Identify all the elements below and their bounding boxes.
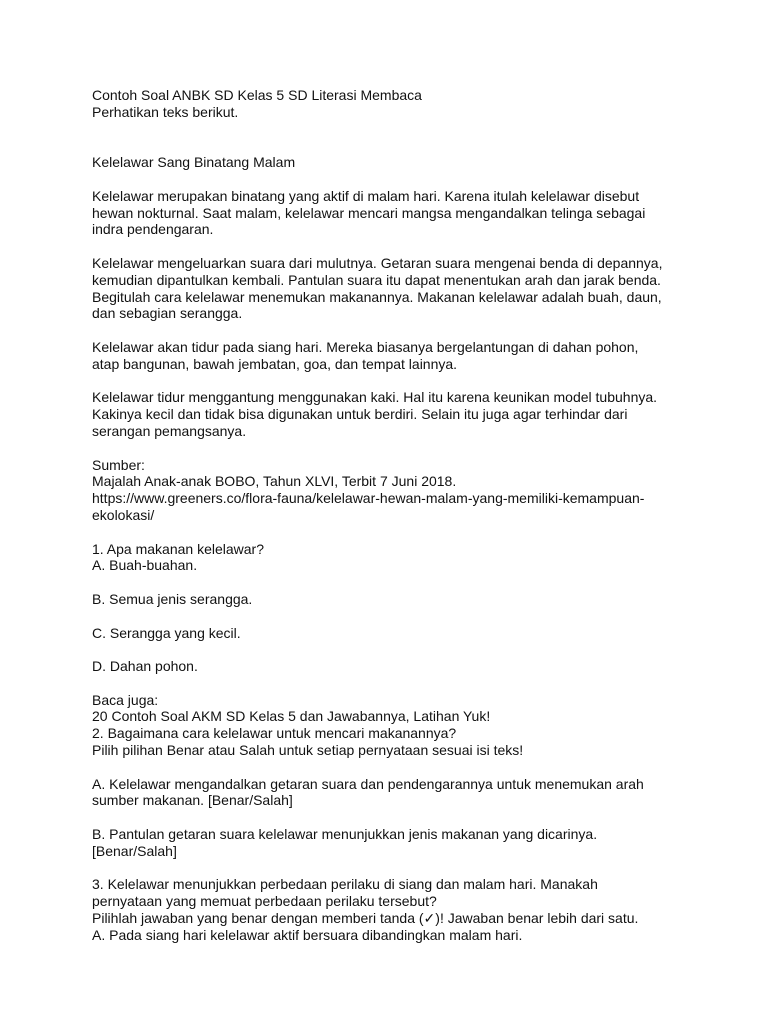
source-citation: Majalah Anak-anak BOBO, Tahun XLVI, Terbit 7 Juni 2018. xyxy=(92,473,457,490)
document-title: Contoh Soal ANBK SD Kelas 5 SD Literasi Membaca xyxy=(92,87,422,103)
passage-heading: Kelelawar Sang Binatang Malam xyxy=(92,154,296,171)
question-3-option-a: A. Pada siang hari kelelawar aktif bersuara dibandingkan malam hari. xyxy=(92,926,523,943)
question-2-statement-b: [Benar/Salah] xyxy=(92,842,177,859)
question-2-statement-b: B. Pantulan getaran suara kelelawar menunjukkan jenis makanan yang dicarinya. xyxy=(92,826,598,843)
document-page xyxy=(92,87,752,944)
read-also-label: Baca juga: xyxy=(92,691,159,708)
passage-line: hewan nokturnal. Saat malam, kelelawar mencari mangsa mengandalkan telinga sebagai xyxy=(92,204,646,221)
question-1-option-b: B. Semua jenis serangga. xyxy=(92,590,253,607)
question-3-instruction: Pilihlah jawaban yang benar dengan memberi tanda (✓)! Jawaban benar lebih dari satu. xyxy=(92,910,639,927)
question-3-prompt: pernyataan yang memuat perbedaan perilaku tersebut? xyxy=(92,893,437,910)
source-block xyxy=(92,457,752,524)
reading-instruction: Perhatikan teks berikut. xyxy=(92,103,239,120)
source-url: https://www.greeners.co/flora-fauna/kelelawar-hewan-malam-yang-memiliki-kemampuan- xyxy=(92,490,645,507)
passage-line: indra pendengaran. xyxy=(92,221,214,238)
passage-paragraph-1 xyxy=(92,188,752,238)
passage-line: kemudian dipantulkan kembali. Pantulan suara itu dapat menentukan arah dan jarak benda. xyxy=(92,271,661,288)
source-label: Sumber: xyxy=(92,456,145,473)
passage-line: atap bangunan, bawah jembatan, goa, dan tempat lainnya. xyxy=(92,355,458,372)
question-2-statement-a: sumber makanan. [Benar/Salah] xyxy=(92,792,293,809)
passage-line: Kelelawar mengeluarkan suara dari mulutnya. Getaran suara mengenai benda di depannya, xyxy=(92,254,663,271)
passage-line: Kelelawar tidur menggantung menggunakan kaki. Hal itu karena keunikan model tubuhnya. xyxy=(92,389,658,406)
read-also-link[interactable]: 20 Contoh Soal AKM SD Kelas 5 dan Jawabannya, Latihan Yuk! xyxy=(92,708,491,725)
question-2-statement-a: A. Kelelawar mengandalkan getaran suara dan pendengarannya untuk menemukan arah xyxy=(92,775,644,792)
passage-line: serangan pemangsanya. xyxy=(92,422,247,439)
question-1-option-d: D. Dahan pohon. xyxy=(92,658,198,675)
question-3-prompt: 3. Kelelawar menunjukkan perbedaan perilaku di siang dan malam hari. Manakah xyxy=(92,876,598,893)
passage-line: Kelelawar merupakan binatang yang aktif di malam hari. Karena itulah kelelawar disebut xyxy=(92,187,640,204)
passage-paragraph-4 xyxy=(92,389,752,439)
question-1-prompt: 1. Apa makanan kelelawar? xyxy=(92,540,264,557)
source-url: ekolokasi/ xyxy=(92,506,155,523)
question-3 xyxy=(92,876,752,943)
question-1-option-c: C. Serangga yang kecil. xyxy=(92,624,241,641)
question-1-option-a: A. Buah-buahan. xyxy=(92,557,198,574)
question-2 xyxy=(92,725,752,859)
read-also-block xyxy=(92,692,752,726)
passage-line: Kakinya kecil dan tidak bisa digunakan untuk berdiri. Selain itu juga agar terhindar dari xyxy=(92,406,628,423)
question-2-instruction: Pilih pilihan Benar atau Salah untuk setiap pernyataan sesuai isi teks! xyxy=(92,742,524,759)
passage-line: Kelelawar akan tidur pada siang hari. Mereka biasanya bergelantungan di dahan pohon, xyxy=(92,338,639,355)
question-2-prompt: 2. Bagaimana cara kelelawar untuk mencari makanannya? xyxy=(92,725,457,742)
question-1 xyxy=(92,541,752,675)
passage-paragraph-3 xyxy=(92,339,752,373)
passage-line: dan sebagian serangga. xyxy=(92,305,243,322)
passage-line: Begitulah cara kelelawar menemukan makanannya. Makanan kelelawar adalah buah, daun, xyxy=(92,288,662,305)
passage-paragraph-2 xyxy=(92,255,752,322)
